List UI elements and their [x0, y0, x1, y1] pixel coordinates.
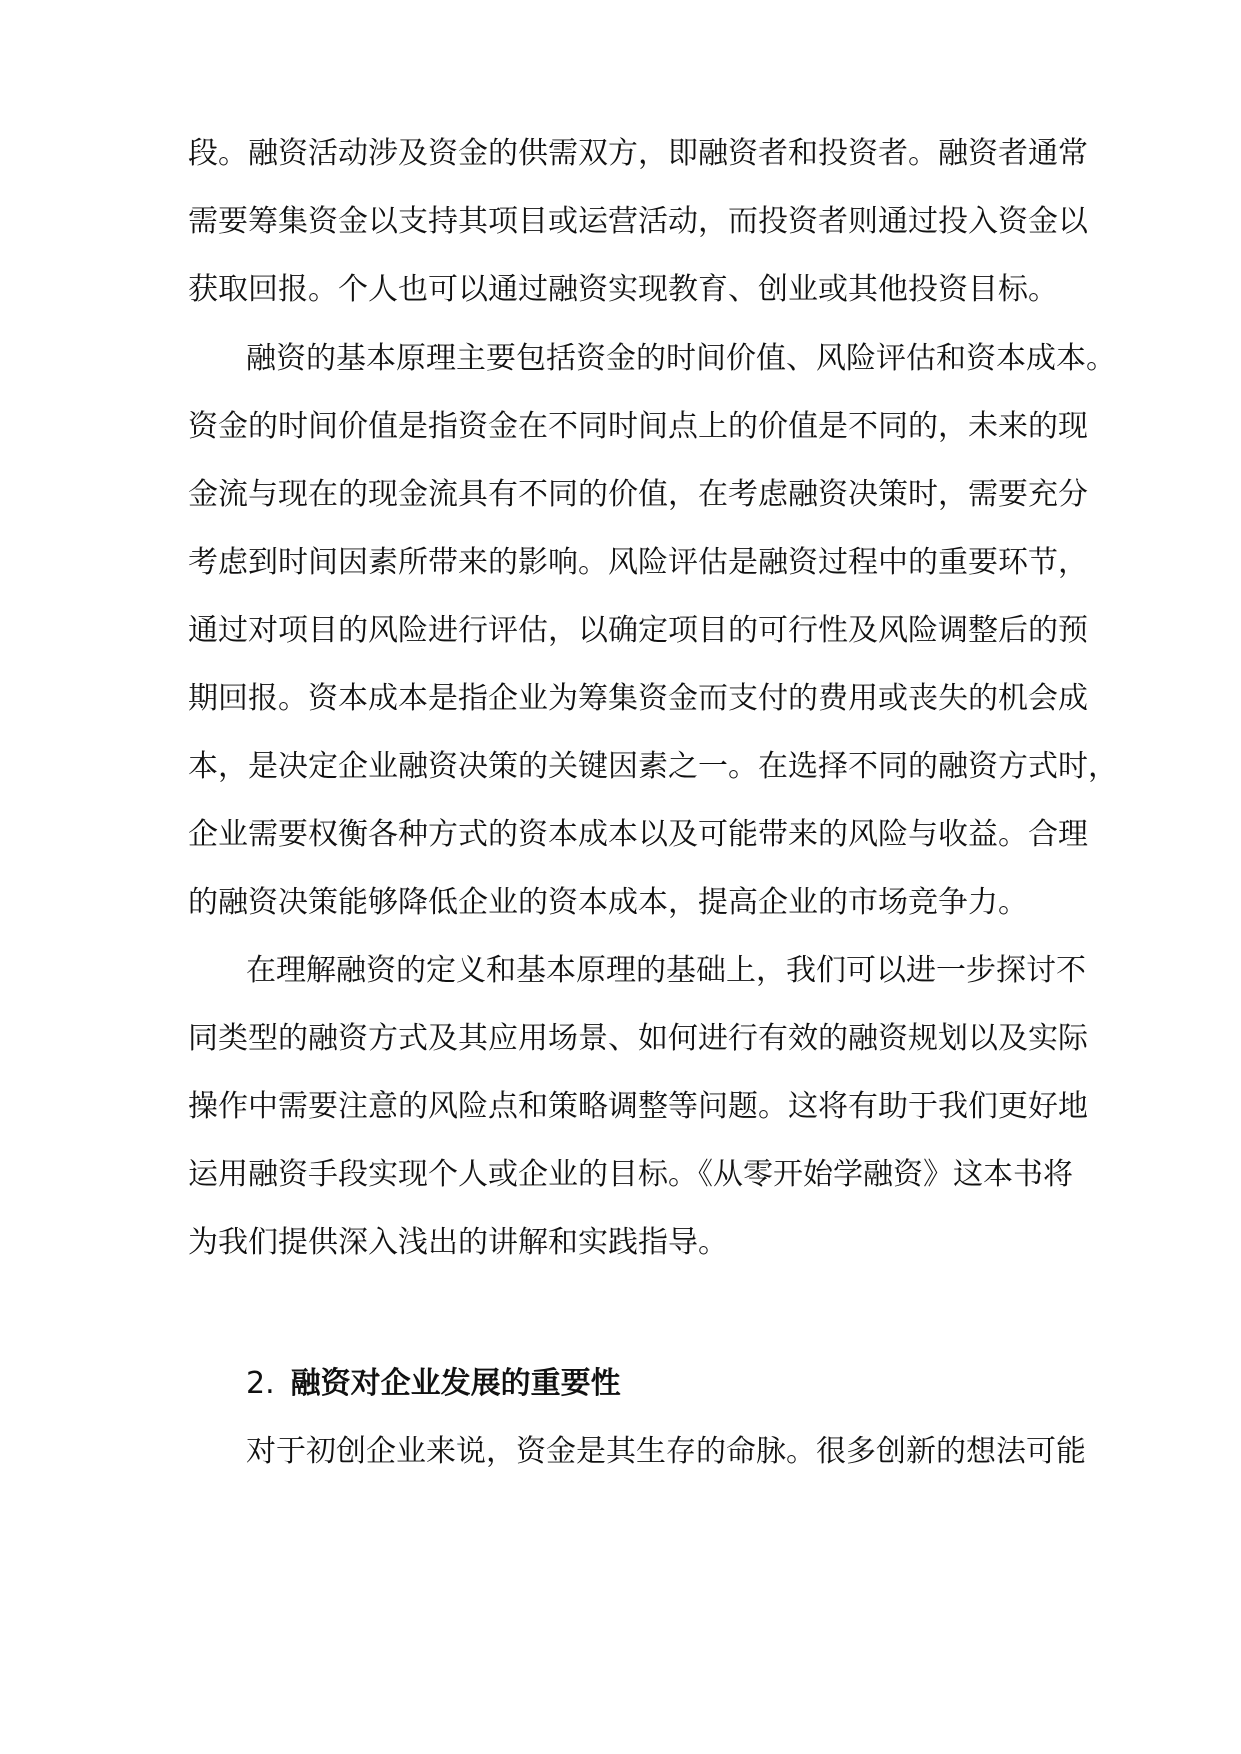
section-number: 2.: [246, 1366, 275, 1401]
paragraph-line: 对于初创企业来说，资金是其生存的命脉。很多创新的想法可能: [246, 1434, 1086, 1469]
section-heading: [246, 1364, 621, 1404]
paragraph-line: 通过对项目的风险进行评估，以确定项目的可行性及风险调整后的预: [188, 613, 1088, 648]
paragraph-line: 融资的基本原理主要包括资金的时间价值、风险评估和资本成本。: [246, 341, 1116, 376]
section-title: 融资对企业发展的重要性: [290, 1366, 621, 1401]
paragraph-line: 获取回报。个人也可以通过融资实现教育、创业或其他投资目标。: [188, 272, 1058, 307]
paragraph-line: 期回报。资本成本是指企业为筹集资金而支付的费用或丧失的机会成: [188, 681, 1088, 716]
paragraph-line: 本，是决定企业融资决策的关键因素之一。在选择不同的融资方式时，: [188, 749, 1118, 784]
paragraph-line: 资金的时间价值是指资金在不同时间点上的价值是不同的，未来的现: [188, 409, 1088, 444]
paragraph-line: 段。融资活动涉及资金的供需双方，即融资者和投资者。融资者通常: [188, 136, 1088, 171]
paragraph-line: 操作中需要注意的风险点和策略调整等问题。这将有助于我们更好地: [188, 1089, 1088, 1124]
paragraph-line: 金流与现在的现金流具有不同的价值，在考虑融资决策时，需要充分: [188, 477, 1088, 512]
paragraph-line: 运用融资手段实现个人或企业的目标。《从零开始学融资》这本书将: [188, 1157, 1073, 1192]
paragraph-line: 考虑到时间因素所带来的影响。风险评估是融资过程中的重要环节，: [188, 545, 1088, 580]
paragraph-line: 在理解融资的定义和基本原理的基础上，我们可以进一步探讨不: [246, 953, 1086, 988]
paragraph-line: 同类型的融资方式及其应用场景、如何进行有效的融资规划以及实际: [188, 1021, 1088, 1056]
paragraph-line: 为我们提供深入浅出的讲解和实践指导。: [188, 1225, 728, 1260]
paragraph-line: 需要筹集资金以支持其项目或运营活动，而投资者则通过投入资金以: [188, 204, 1088, 239]
paragraph-line: 企业需要权衡各种方式的资本成本以及可能带来的风险与收益。合理: [188, 817, 1088, 852]
paragraph-line: 的融资决策能够降低企业的资本成本，提高企业的市场竞争力。: [188, 885, 1028, 920]
